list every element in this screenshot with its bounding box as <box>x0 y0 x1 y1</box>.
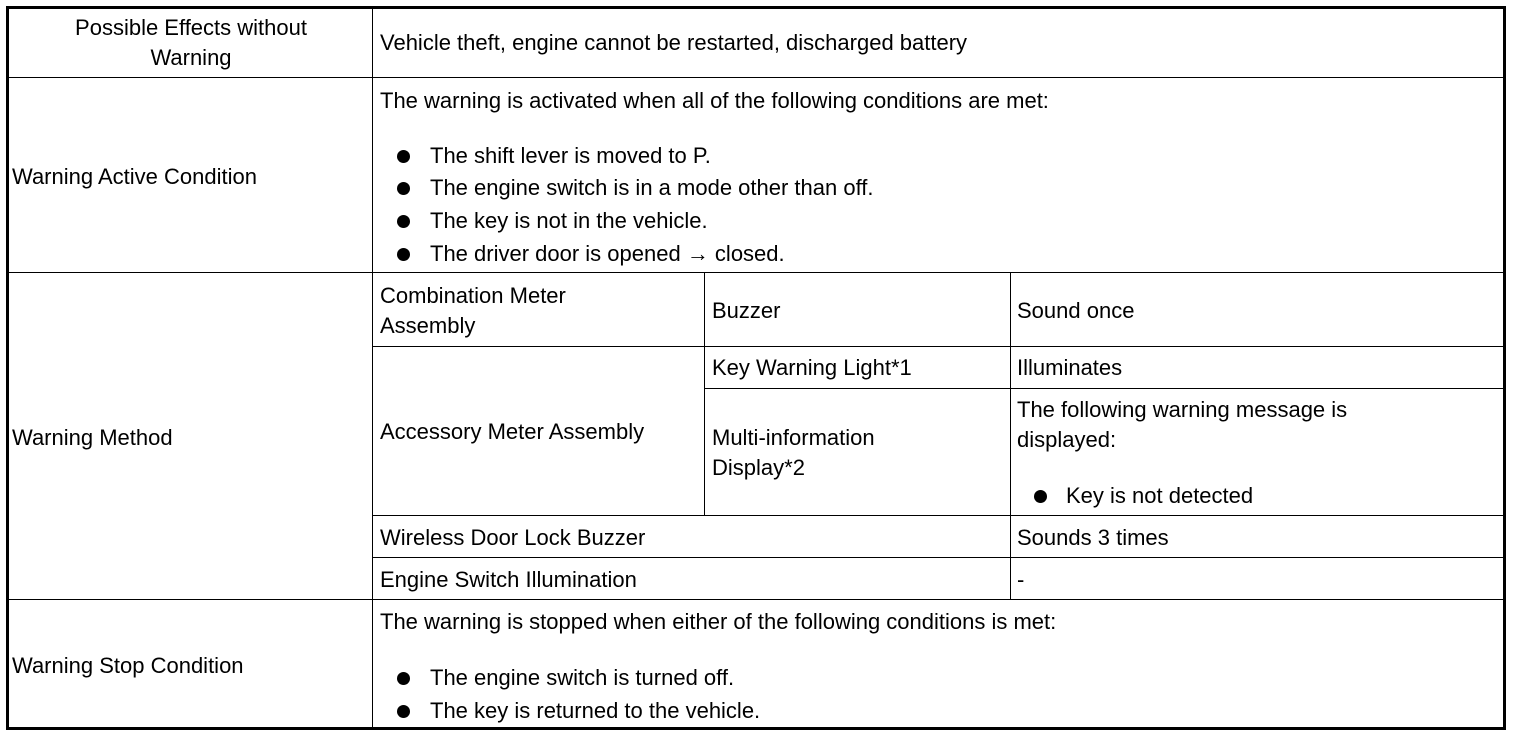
row-divider <box>8 272 1506 273</box>
column-divider <box>372 8 373 730</box>
bullet-dot <box>397 705 410 718</box>
buzzer-action: Sound once <box>1017 298 1135 323</box>
bullet-dot <box>397 248 410 261</box>
row-divider <box>373 557 1506 558</box>
active-condition-intro: The warning is activated when all of the following conditions are met: <box>380 88 1049 113</box>
active-condition-label: Warning Active Condition <box>12 164 257 189</box>
active-condition-bullet: The engine switch is in a mode other than off. <box>430 175 874 200</box>
bullet-dot <box>397 672 410 685</box>
stop-condition-label: Warning Stop Condition <box>12 653 244 678</box>
active-condition-bullet: The driver door is opened → closed. <box>430 241 785 266</box>
wireless-buzzer-action: Sounds 3 times <box>1017 525 1169 550</box>
row-divider <box>8 599 1506 600</box>
row-divider <box>373 515 1506 516</box>
key-warning-light: Key Warning Light*1 <box>712 355 912 380</box>
multi-information-display: Multi-information Display*2 <box>712 425 875 480</box>
bullet-dot <box>397 182 410 195</box>
active-condition-bullet: The key is not in the vehicle. <box>430 208 708 233</box>
multi-information-action: The following warning message is displayed: <box>1017 397 1348 452</box>
accessory-meter-label: Accessory Meter Assembly <box>380 419 645 444</box>
row-divider <box>705 388 1506 389</box>
combination-meter-label: Combination Meter Assembly <box>380 283 566 338</box>
engine-switch-action: - <box>1017 567 1025 592</box>
buzzer-device: Buzzer <box>712 298 781 323</box>
row-divider <box>373 346 1506 347</box>
bullet-dot <box>397 215 410 228</box>
possible-effects-label: Possible Effects without Warning <box>75 15 307 70</box>
bullet-dot <box>1034 490 1047 503</box>
active-condition-bullet: The shift lever is moved to P. <box>430 143 711 168</box>
stop-condition-intro: The warning is stopped when either of the following conditions is met: <box>380 609 1057 634</box>
stop-condition-bullet: The key is returned to the vehicle. <box>430 698 761 723</box>
column-divider <box>704 272 705 515</box>
warning-message-bullet: Key is not detected <box>1066 483 1254 508</box>
possible-effects-value: Vehicle theft, engine cannot be restarted, discharged battery <box>380 30 968 55</box>
engine-switch-illumination: Engine Switch Illumination <box>380 567 637 592</box>
bullet-dot <box>397 150 410 163</box>
column-divider <box>1010 272 1011 599</box>
row-divider <box>8 77 1506 78</box>
key-warning-light-action: Illuminates <box>1017 355 1123 380</box>
warning-method-label: Warning Method <box>12 425 173 450</box>
wireless-door-lock-buzzer: Wireless Door Lock Buzzer <box>380 525 646 550</box>
stop-condition-bullet: The engine switch is turned off. <box>430 665 735 690</box>
